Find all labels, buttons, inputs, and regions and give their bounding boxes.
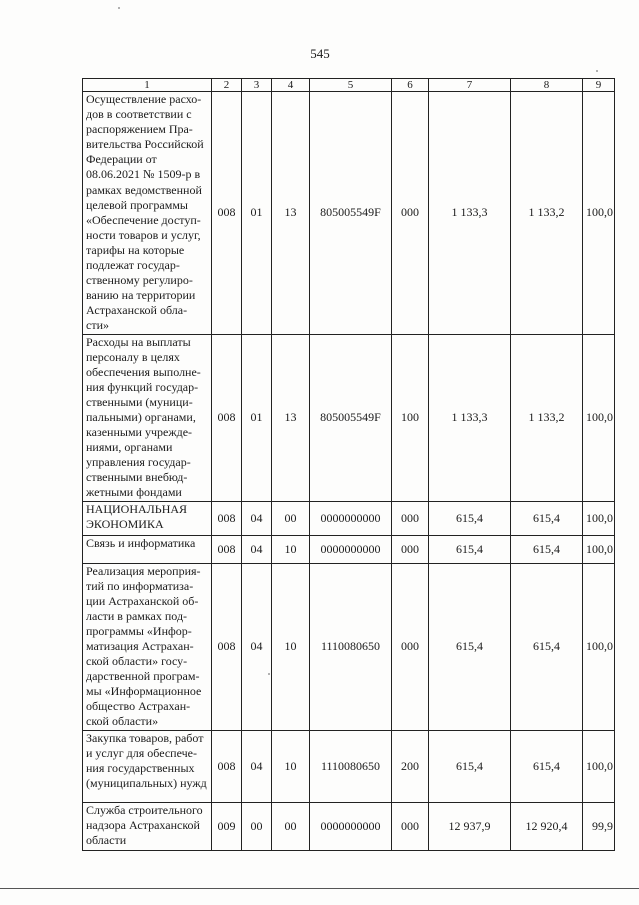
header-cell: 3 bbox=[242, 79, 272, 92]
cell-col-6: 000 bbox=[392, 802, 429, 850]
header-cell: 6 bbox=[392, 79, 429, 92]
cell-col-5: 805005549F bbox=[310, 334, 392, 501]
cell-col-8: 615,4 bbox=[511, 563, 583, 730]
table-row bbox=[83, 334, 615, 501]
cell-col-6: 000 bbox=[392, 563, 429, 730]
cell-col-5: 1110080650 bbox=[310, 563, 392, 730]
cell-col-8: 615,4 bbox=[511, 730, 583, 802]
header-cell: 7 bbox=[429, 79, 511, 92]
cell-col-7: 1 133,3 bbox=[429, 334, 511, 501]
cell-col-2: 008 bbox=[212, 535, 242, 563]
header-cell: 2 bbox=[212, 79, 242, 92]
cell-col-2: 008 bbox=[212, 501, 242, 535]
cell-col-9: 100,0 bbox=[583, 730, 615, 802]
cell-col-6: 100 bbox=[392, 334, 429, 501]
cell-col-2: 008 bbox=[212, 730, 242, 802]
cell-col-6: 000 bbox=[392, 535, 429, 563]
cell-col-4: 13 bbox=[272, 92, 310, 335]
cell-col-4: 13 bbox=[272, 334, 310, 501]
table-row bbox=[83, 563, 615, 730]
cell-col-7: 1 133,3 bbox=[429, 92, 511, 335]
header-cell: 5 bbox=[310, 79, 392, 92]
row-name-cell: Реализация мероприя-тий по информатиза-ции Астраханской об-ласти в рамках под-программы «Инфор-матизация Астрахан-ской области» госу-дарственной програм-мы «Информационное общество Астрахан-ской области» bbox=[83, 563, 212, 730]
header-cell: 9 bbox=[583, 79, 615, 92]
cell-col-8: 1 133,2 bbox=[511, 334, 583, 501]
cell-col-5: 1110080650 bbox=[310, 730, 392, 802]
cell-col-6: 200 bbox=[392, 730, 429, 802]
cell-col-3: 04 bbox=[242, 730, 272, 802]
cell-col-2: 009 bbox=[212, 802, 242, 850]
row-name-cell: Осуществление расхо-дов в соответствии с распоряжением Пра-вительства Российской Федерации от 08.06.2021 № 1509-р в рамках ведомственной целевой программы «Обеспечение доступ-ности товаров и услуг, тарифы на которые подлежат государ-ственному регулиро-ванию на территории Астраханской обла-сти» bbox=[83, 92, 212, 335]
table-row bbox=[83, 535, 615, 563]
table-row bbox=[83, 92, 615, 335]
header-cell: 1 bbox=[83, 79, 212, 92]
cell-col-5: 0000000000 bbox=[310, 802, 392, 850]
cell-col-4: 00 bbox=[272, 802, 310, 850]
table-row bbox=[83, 802, 615, 850]
header-cell: 8 bbox=[511, 79, 583, 92]
cell-col-9: 100,0 bbox=[583, 334, 615, 501]
cell-col-4: 10 bbox=[272, 535, 310, 563]
cell-col-3: 01 bbox=[242, 334, 272, 501]
cell-col-5: 0000000000 bbox=[310, 501, 392, 535]
table-row bbox=[83, 730, 615, 802]
cell-col-9: 100,0 bbox=[583, 501, 615, 535]
row-name-cell: Служба строительного надзора Астраханской области bbox=[83, 802, 212, 850]
row-name-cell: НАЦИОНАЛЬНАЯ ЭКОНОМИКА bbox=[83, 501, 212, 535]
scan-speck bbox=[268, 673, 270, 675]
cell-col-7: 615,4 bbox=[429, 730, 511, 802]
cell-col-3: 04 bbox=[242, 501, 272, 535]
cell-col-3: 00 bbox=[242, 802, 272, 850]
cell-col-2: 008 bbox=[212, 563, 242, 730]
table-body bbox=[83, 79, 615, 851]
cell-col-9: 99,9 bbox=[583, 802, 615, 850]
cell-col-7: 12 937,9 bbox=[429, 802, 511, 850]
cell-col-5: 805005549F bbox=[310, 92, 392, 335]
budget-table bbox=[82, 78, 615, 851]
table-header-row bbox=[83, 79, 615, 92]
cell-col-6: 000 bbox=[392, 501, 429, 535]
cell-col-3: 04 bbox=[242, 563, 272, 730]
table-row bbox=[83, 501, 615, 535]
cell-col-4: 10 bbox=[272, 730, 310, 802]
cell-col-8: 1 133,2 bbox=[511, 92, 583, 335]
cell-col-9: 100,0 bbox=[583, 92, 615, 335]
row-name-cell: Расходы на выплаты персоналу в целях обеспечения выполне-ния функций государ-ственными (муници-пальными) органами, казенными учрежде-ниями, органами управления государ-ственными внебюд-жетными фондами bbox=[83, 334, 212, 501]
cell-col-8: 615,4 bbox=[511, 535, 583, 563]
cell-col-3: 04 bbox=[242, 535, 272, 563]
page-bottom-rule bbox=[0, 888, 639, 889]
cell-col-8: 12 920,4 bbox=[511, 802, 583, 850]
scan-speck bbox=[596, 70, 598, 72]
header-cell: 4 bbox=[272, 79, 310, 92]
cell-col-4: 00 bbox=[272, 501, 310, 535]
scan-speck bbox=[118, 7, 120, 9]
cell-col-2: 008 bbox=[212, 334, 242, 501]
cell-col-2: 008 bbox=[212, 92, 242, 335]
cell-col-6: 000 bbox=[392, 92, 429, 335]
cell-col-9: 100,0 bbox=[583, 535, 615, 563]
cell-col-5: 0000000000 bbox=[310, 535, 392, 563]
cell-col-7: 615,4 bbox=[429, 563, 511, 730]
cell-col-7: 615,4 bbox=[429, 535, 511, 563]
cell-col-8: 615,4 bbox=[511, 501, 583, 535]
cell-col-7: 615,4 bbox=[429, 501, 511, 535]
cell-col-4: 10 bbox=[272, 563, 310, 730]
page-number: 545 bbox=[310, 46, 330, 61]
row-name-cell: Связь и информатика bbox=[83, 535, 212, 563]
cell-col-3: 01 bbox=[242, 92, 272, 335]
row-name-cell: Закупка товаров, работ и услуг для обеспече-ния государственных (муниципальных) нужд bbox=[83, 730, 212, 802]
cell-col-9: 100,0 bbox=[583, 563, 615, 730]
